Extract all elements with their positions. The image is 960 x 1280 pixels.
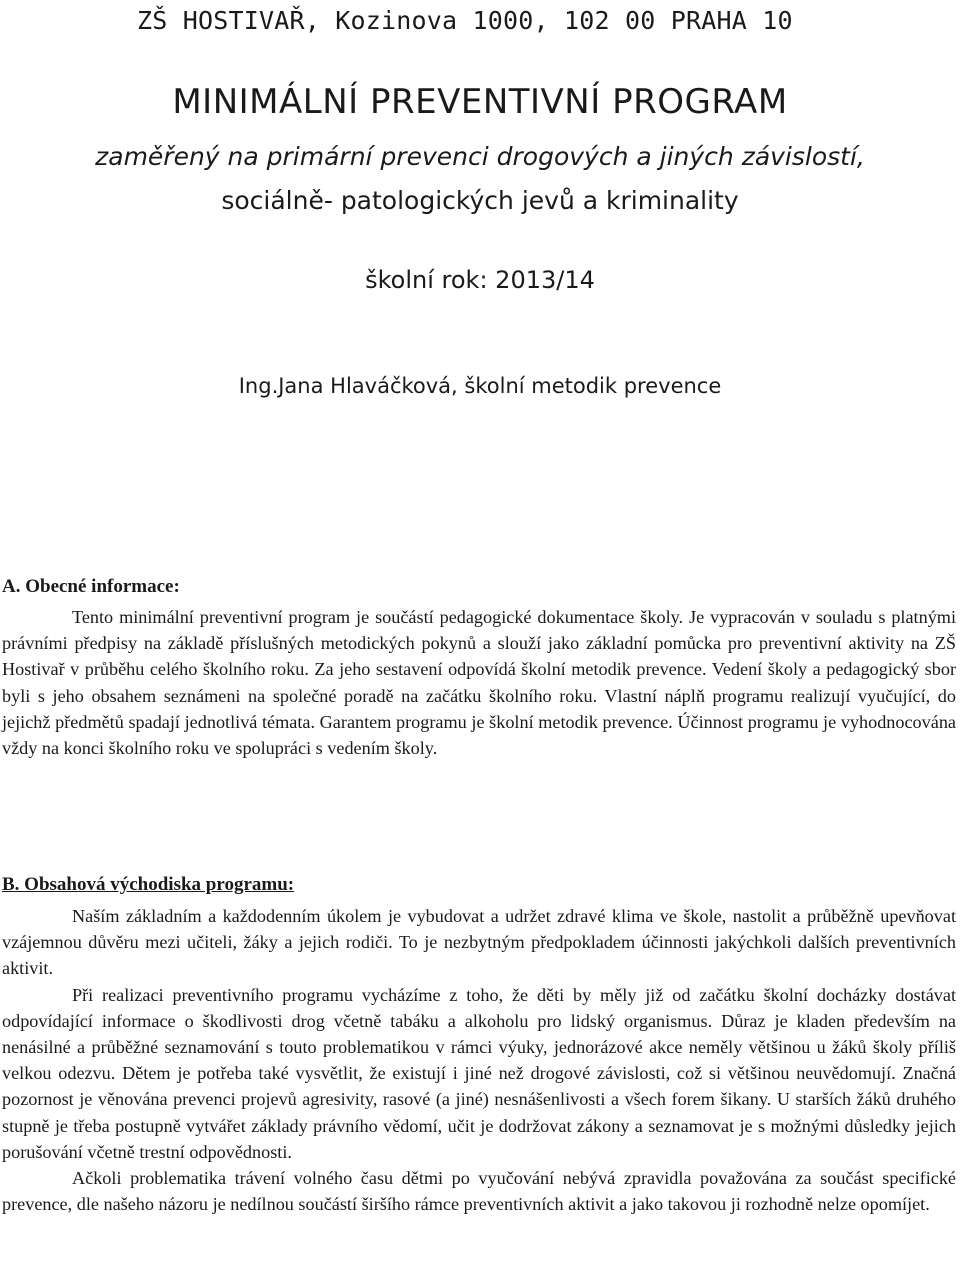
paragraph: Naším základním a každodenním úkolem je vybudovat a udržet zdravé klima ve škole, nastolit a průběžně upevňovat vzájemnou důvěru mezi učiteli, žáky a jejich rodiči. To je nezbytným předpokladem účinnosti jakýchkoli dalších preventivních aktivit. — [2, 906, 956, 979]
paragraph: Tento minimální preventivní program je součástí pedagogické dokumentace školy. Je vypracován v souladu s platnými právními předpisy na základě příslušných metodických pokynů a slouží jako základní pomůcka pro preventivní aktivity na ZŠ Hostivař v průběhu celého školního roku. Za jeho sestavení odpovídá školní metodik prevence. Vedení školy a pedagogický sbor byli s jeho obsahem seznámeni na společné poradě na začátku školního roku. Vlastní náplň programu realizují vyučující, do jejichž předmětů spadají jednotlivá témata. Garantem programu je školní metodik prevence. Účinnost programu je vyhodnocována vždy na konci školního roku ve spolupráci s vedením školy. — [2, 607, 956, 759]
paragraph: Při realizaci preventivního programu vycházíme z toho, že děti by měly již od začátku školní docházky dostávat odpovídající informace o škodlivosti drog včetně tabáku a alkoholu pro lidský organismus. Důraz je kladen především na nenásilné a průběžné seznamování s touto problematikou v rámci výuky, jednorázové akce neměly většinou u žáků školy příliš velkou odezvu. Dětem je potřeba také vysvětlit, že existují i jiné než drogové závislosti, což si většinou neuvědomují. Značná pozornost je věnována prevenci projevů agresivity, rasové (a jiné) nesnášenlivosti a všech forem šikany. U starších žáků druhého stupně je třeba postupně vytvářet základy právního vědomí, učit je dodržovat zákony a seznamovat je s možnými důsledky jejich porušování včetně trestní odpovědnosti. — [2, 984, 956, 1162]
paragraph: Ačkoli problematika trávení volného času dětmi po vyučování nebývá zpravidla považována za součást specifické prevence, dle našeho názoru je nedílnou součástí širšího rámce preventivních aktivit a jako takovou ji rozhodně nelze opomíjet. — [2, 1168, 956, 1215]
document-title: MINIMÁLNÍ PREVENTIVNÍ PROGRAM — [172, 82, 788, 122]
section-b-body — [2, 903, 956, 1217]
section-b-heading: B. Obsahová východiska programu: — [2, 874, 295, 895]
section-a-body — [2, 604, 956, 761]
school-address: ZŠ HOSTIVAŘ, Kozinova 1000, 102 00 PRAHA 10 — [137, 6, 793, 35]
author: Ing.Jana Hlaváčková, školní metodik prevence — [238, 374, 722, 398]
school-year: školní rok: 2013/14 — [365, 266, 595, 294]
subtitle-line-1: zaměřený na primární prevenci drogových a jiných závislostí, — [95, 142, 865, 171]
section-a-heading: A. Obecné informace: — [2, 576, 180, 597]
subtitle-line-2: sociálně- patologických jevů a kriminality — [221, 186, 739, 215]
